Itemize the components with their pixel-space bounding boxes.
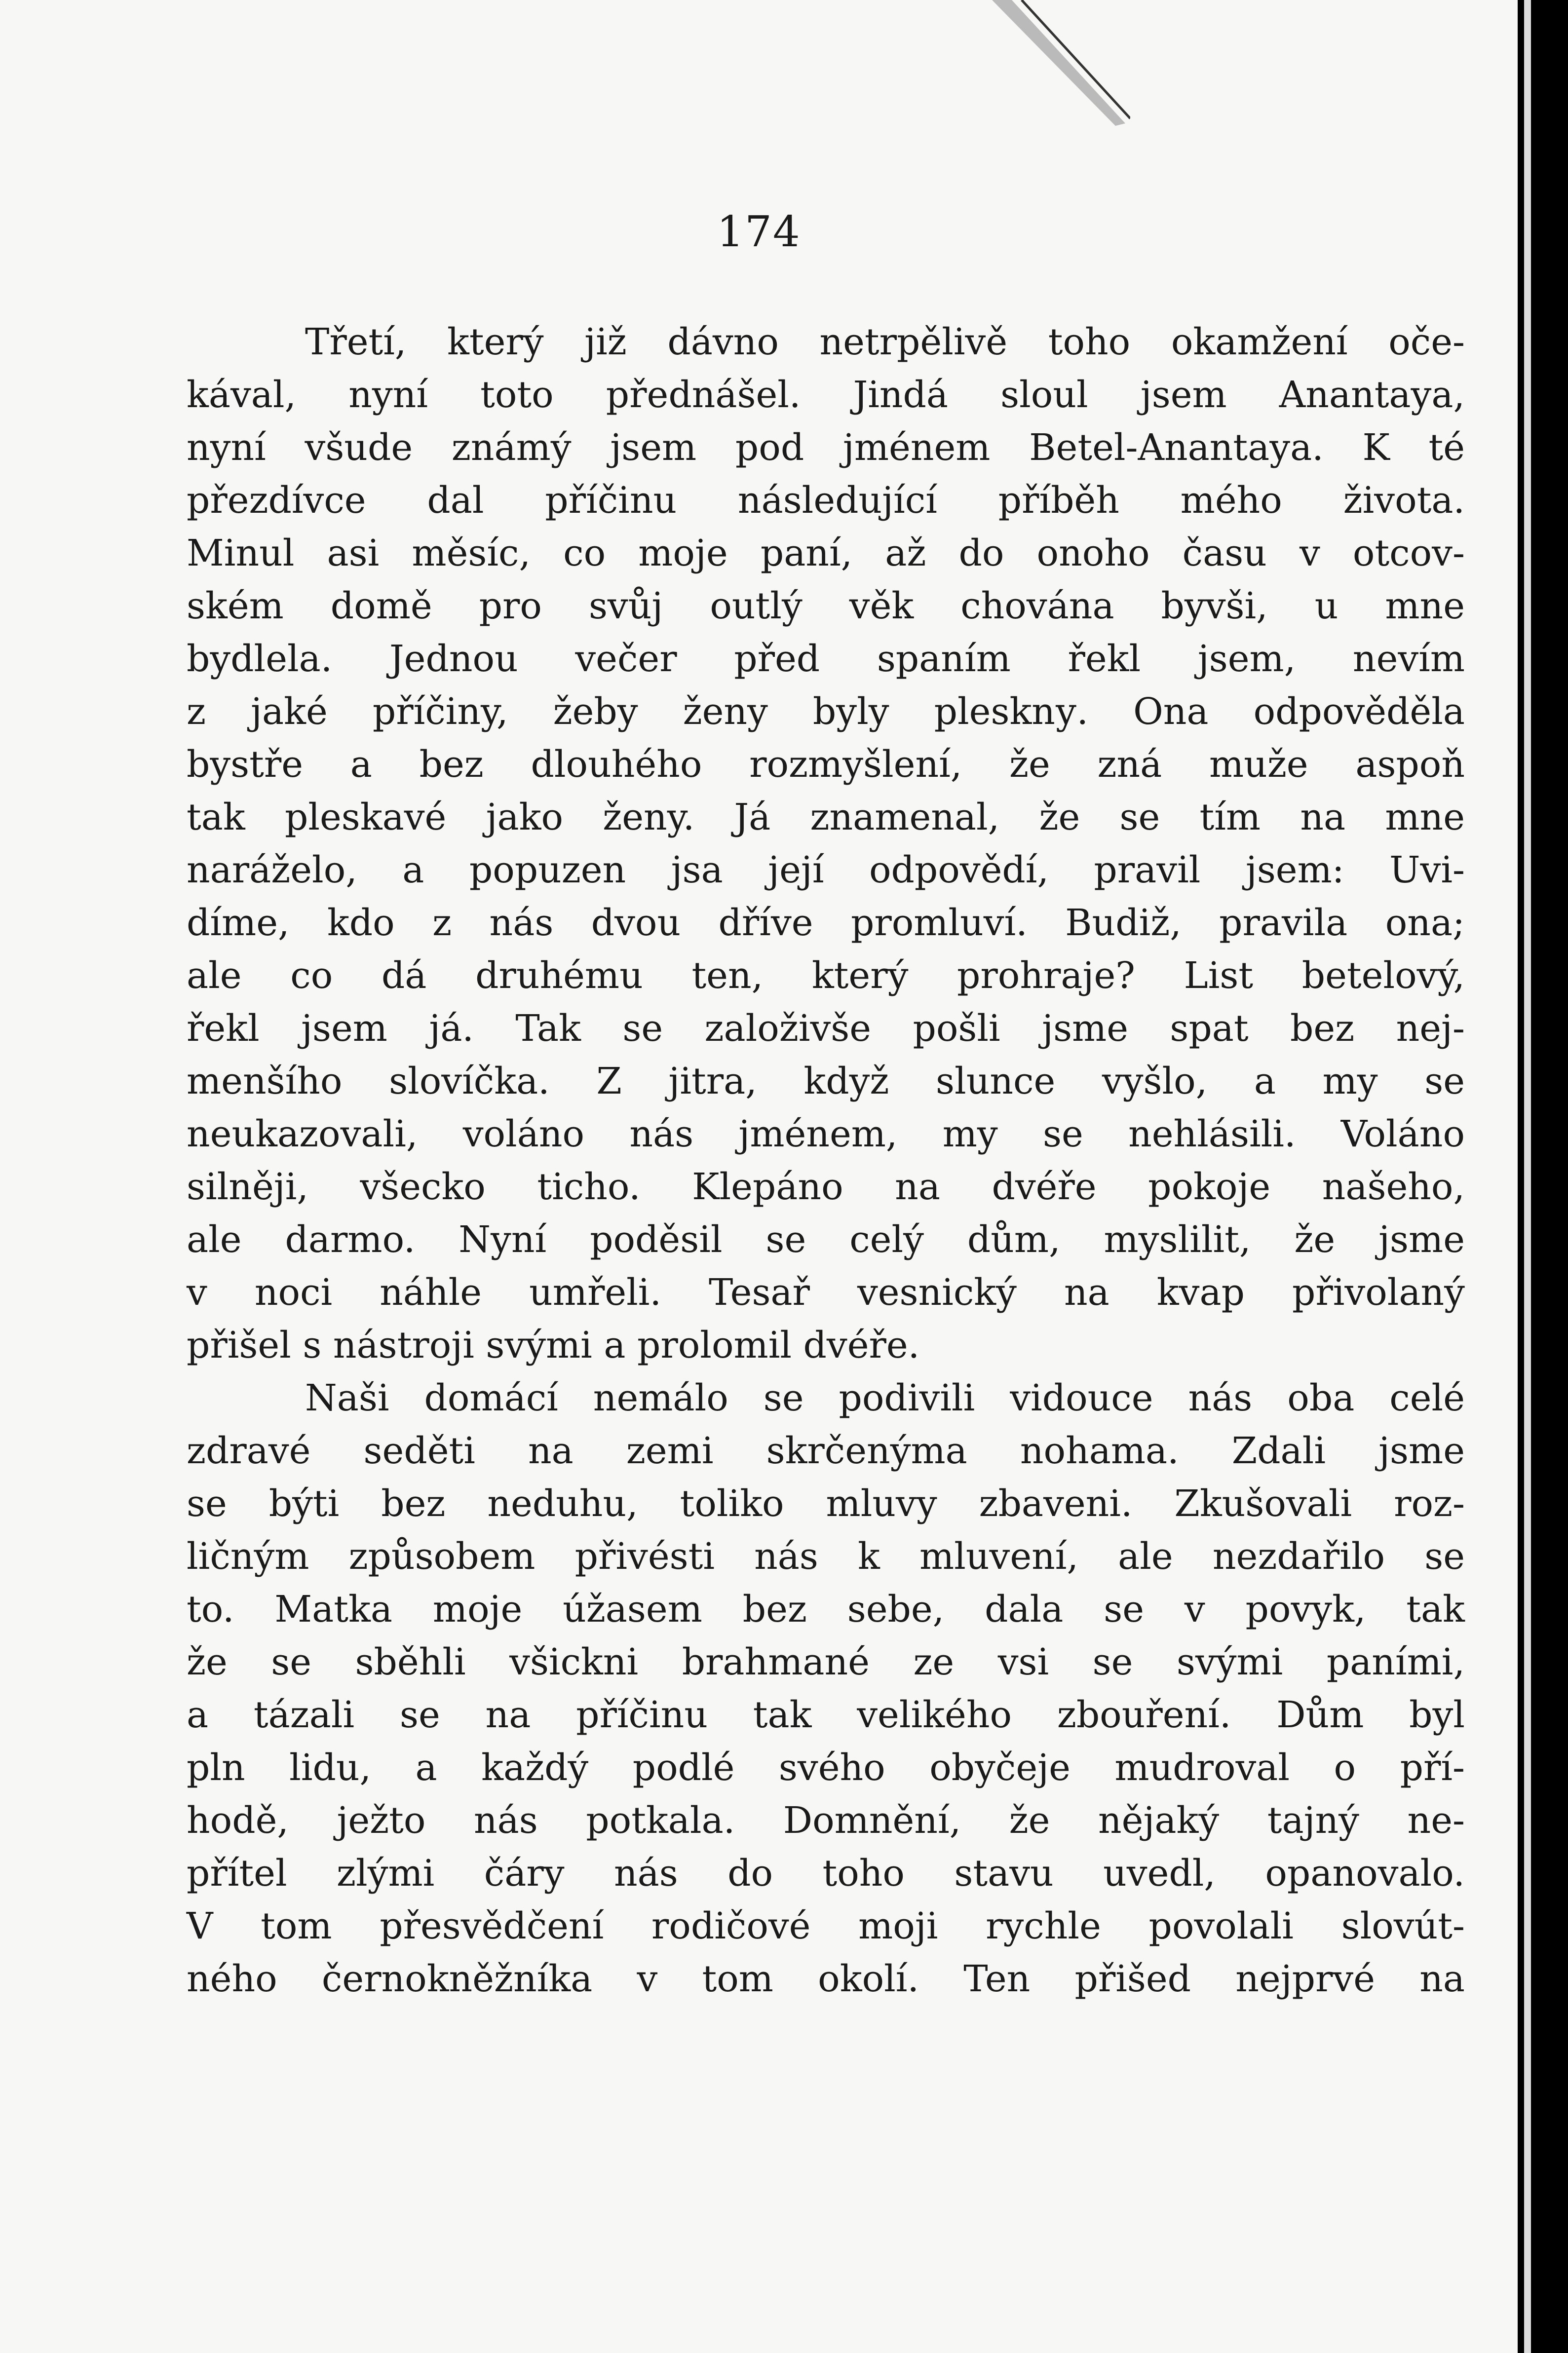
text-line: bydlela. Jednou večer před spaním řekl jsem, nevím: [187, 638, 1465, 680]
text-line: pln lidu, a každý podlé svého obyčeje mudroval o pří-: [187, 1746, 1465, 1789]
text-line: Minul asi měsíc, co moje paní, až do onoho času v otcov-: [187, 532, 1465, 574]
text-line: neukazovali, voláno nás jménem, my se nehlásili. Voláno: [187, 1113, 1465, 1155]
text-line: a tázali se na příčinu tak velikého zbouření. Dům byl: [187, 1694, 1465, 1736]
text-line: přišel s nástroji svými a prolomil dvéře.: [187, 1324, 920, 1366]
page-edge-strip: [1524, 0, 1531, 2353]
text-line: nyní všude známý jsem pod jménem Betel-Anantaya. K té: [187, 426, 1465, 469]
text-line: naráželo, a popuzen jsa její odpovědí, pravil jsem: Uvi-: [187, 849, 1465, 891]
text-line: hodě, ježto nás potkala. Domnění, že nějaký tajný ne-: [187, 1799, 1465, 1842]
text-line: ného černokněžníka v tom okolí. Ten přišed nejprvé na: [187, 1958, 1465, 2000]
text-line: ském domě pro svůj outlý věk chována byvši, u mne: [187, 585, 1465, 627]
text-line: to. Matka moje úžasem bez sebe, dala se v povyk, tak: [187, 1588, 1465, 1631]
text-line: přezdívce dal příčinu následující příběh mého života.: [187, 479, 1465, 522]
text-line: řekl jsem já. Tak se založivše pošli jsme spat bez nej-: [187, 1007, 1465, 1050]
text-line: z jaké příčiny, žeby ženy byly plesknу. Ona odpověděla: [187, 690, 1465, 733]
text-line: menšího slovíčka. Z jitra, když slunce vyšlo, a my se: [187, 1060, 1465, 1102]
text-line: silněji, všecko ticho. Klepáno na dvéře pokoje našeho,: [187, 1166, 1465, 1208]
text-line: tak pleskavé jako ženy. Já znamenal, že se tím na mne: [187, 796, 1465, 838]
text-line: ale darmo. Nyní poděsil se celý dům, myslilit, že jsme: [187, 1218, 1465, 1261]
page-number: 174: [717, 207, 801, 257]
text-line: V tom přesvědčení rodičové moji rychle povolali slovút-: [187, 1905, 1465, 1947]
text-line: díme, kdo z nás dvou dříve promluví. Budiž, pravila ona;: [187, 902, 1465, 944]
text-line: že se sběhli všickni brahmané ze vsi se svými paními,: [187, 1641, 1465, 1683]
text-line: Naši domácí nemálo se podivili vidouce nás oba celé: [305, 1377, 1465, 1419]
body-text: [187, 316, 1465, 2006]
text-line: ale co dá druhému ten, který prohraje? List betelový,: [187, 954, 1465, 997]
text-line: zdravé seděti na zemi skrčenýma nohama. Zdali jsme: [187, 1430, 1465, 1472]
text-line: bystře a bez dlouhého rozmyšlení, že zná muže aspoň: [187, 743, 1465, 786]
text-line: přítel zlými čáry nás do toho stavu uvedl, opanovalo.: [187, 1852, 1465, 1895]
text-line: Třetí, který již dávno netrpělivě toho okamžení oče-: [305, 321, 1465, 363]
text-line: kával, nyní toto přednášel. Jindá sloul jsem Anantaya,: [187, 374, 1465, 416]
text-line: ličným způsobem přivésti nás k mluvení, ale nezdařilo se: [187, 1535, 1465, 1578]
text-line: v noci náhle umřeli. Tesař vesnický na kvap přivolaný: [187, 1271, 1465, 1314]
page-fold-mark: [992, 0, 1130, 128]
text-line: se býti bez neduhu, toliko mluvy zbaveni. Zkušovali roz-: [187, 1482, 1465, 1525]
